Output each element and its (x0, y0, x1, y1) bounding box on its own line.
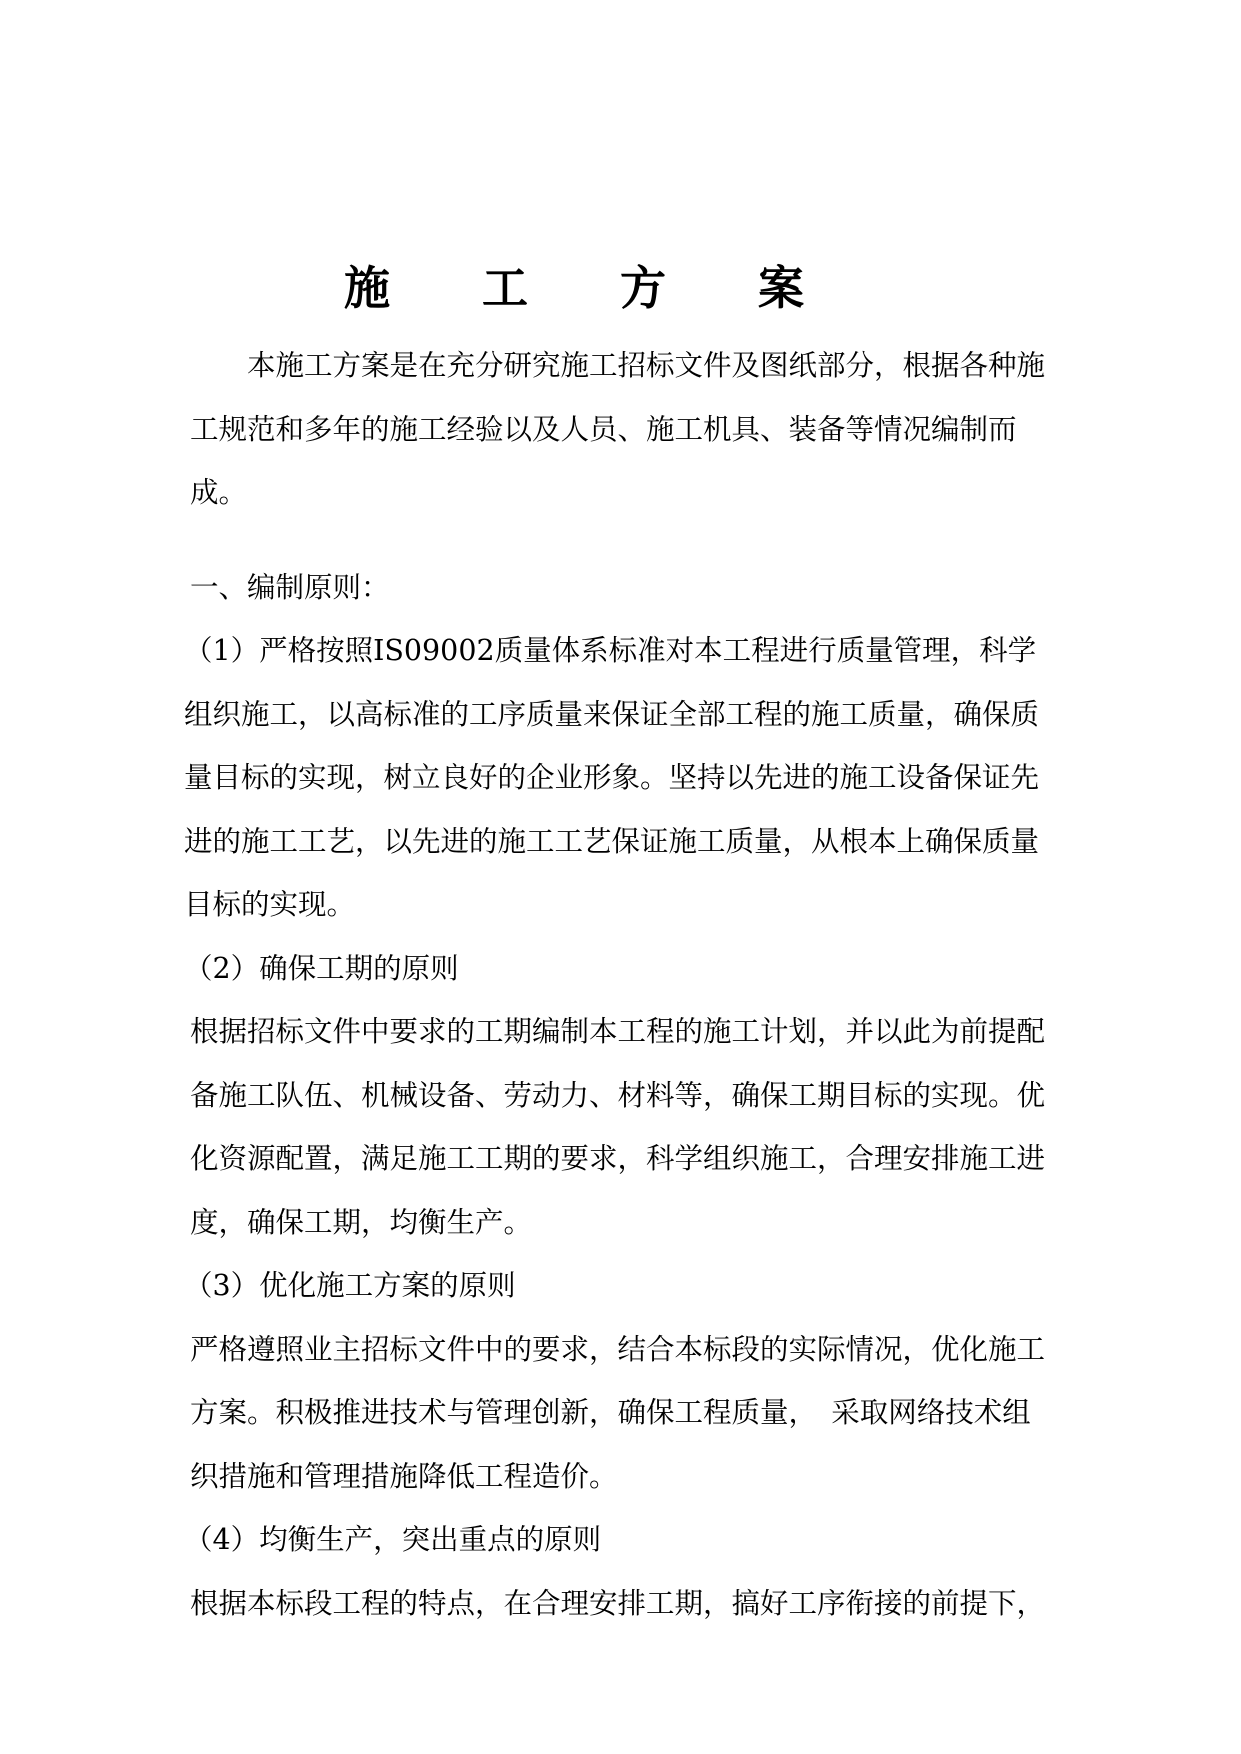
principle-1-text: （1）严格按照IS09002质量体系标准对本工程进行质量管理，科学组织施工，以高标准的工序质量来保证全部工程的施工质量，确保质量目标的实现，树立良好的企业形象。坚持以先进的施工设备保证先进的施工工艺，以先进的施工工艺保证施工质量，从根本上确保质量目标的实现。 (184, 634, 1040, 921)
principle-4-heading: （4）均衡生产，突出重点的原则 (184, 1523, 602, 1556)
principle-4-body: 根据本标段工程的特点，在合理安排工期，搞好工序衔接的前提下， (190, 1586, 1046, 1620)
section-heading: 一、编制原则： (190, 570, 390, 604)
document-body (184, 334, 1050, 1635)
principle-3-heading: （3）优化施工方案的原则 (184, 1269, 516, 1302)
document-title: 施 工 方 案 (343, 261, 843, 315)
intro-paragraph: 本施工方案是在充分研究施工招标文件及图纸部分，根据各种施工规范和多年的施工经验以及人员、施工机具、装备等情况编制而成。 (190, 349, 1046, 509)
paragraph-spacer (190, 525, 1050, 556)
principle-3-body: 严格遵照业主招标文件中的要求，结合本标段的实际情况，优化施工方案。积极推进技术与管理创新，确保工程质量， 采取网络技术组织措施和管理措施降低工程造价。 (190, 1332, 1046, 1493)
principle-2-body: 根据招标文件中要求的工期编制本工程的施工计划，并以此为前提配备施工队伍、机械设备、劳动力、材料等，确保工期目标的实现。优化资源配置，满足施工工期的要求，科学组织施工，合理安排施工进度，确保工期，均衡生产。 (190, 1015, 1046, 1239)
principle-2-heading: （2）确保工期的原则 (184, 951, 459, 985)
